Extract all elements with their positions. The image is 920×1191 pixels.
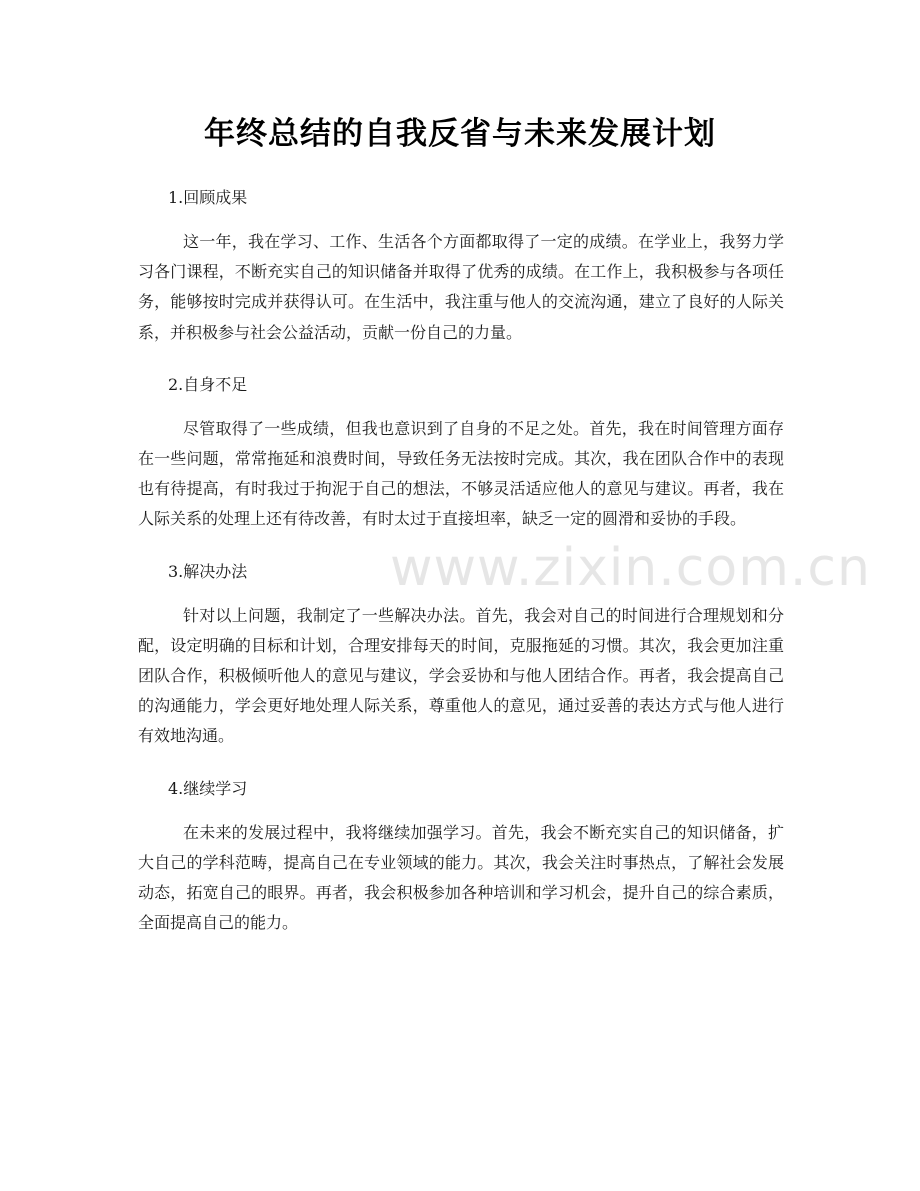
section-continued-learning — [138, 774, 784, 939]
section-review — [138, 183, 784, 348]
section-paragraph: 这一年，我在学习、工作、生活各个方面都取得了一定的成绩。在学业上，我努力学习各门课程，不断充实自己的知识储备并取得了优秀的成绩。在工作上，我积极参与各项任务，能够按时完成并获得认可。在生活中，我注重与他人的交流沟通，建立了良好的人际关系，并积极参与社会公益活动，贡献一份自己的力量。 — [138, 232, 784, 342]
section-heading: 1.回顾成果 — [168, 188, 248, 207]
section-solutions — [138, 557, 784, 752]
section-heading: 2.自身不足 — [168, 374, 248, 394]
section-heading: 3.解决办法 — [168, 561, 248, 581]
section-paragraph: 尽管取得了一些成绩，但我也意识到了自身的不足之处。首先，我在时间管理方面存在一些问题，常常拖延和浪费时间，导致任务无法按时完成。其次，我在团队合作中的表现也有待提高，有时我过于拘泥于自己的想法，不够灵活适应他人的意见与建议。再者，我在人际关系的处理上还有待改善，有时太过于直接坦率，缺乏一定的圆滑和妥协的手段。 — [138, 418, 784, 529]
section-paragraph: 在未来的发展过程中，我将继续加强学习。首先，我会不断充实自己的知识储备，扩大自己的学科范畴，提高自己在专业领域的能力。其次，我会关注时事热点，了解社会发展动态，拓宽自己的眼界。再者，我会积极参加各种培训和学习机会，提升自己的综合素质，全面提高自己的能力。 — [138, 822, 784, 933]
document-title: 年终总结的自我反省与未来发展计划 — [204, 116, 716, 152]
document-body — [138, 183, 784, 960]
section-heading: 4.继续学习 — [168, 778, 248, 798]
section-shortcomings — [138, 370, 784, 535]
watermark-text: www.zixin.com.cn — [390, 538, 871, 598]
section-paragraph: 针对以上问题，我制定了一些解决办法。首先，我会对自己的时间进行合理规划和分配，设定明确的目标和计划，合理安排每天的时间，克服拖延的习惯。其次，我会更加注重团队合作，积极倾听他人的意见与建议，学会妥协和与他人团结合作。再者，我会提高自己的沟通能力，学会更好地处理人际关系，尊重他人的意见，通过妥善的表达方式与他人进行有效地沟通。 — [138, 605, 784, 746]
